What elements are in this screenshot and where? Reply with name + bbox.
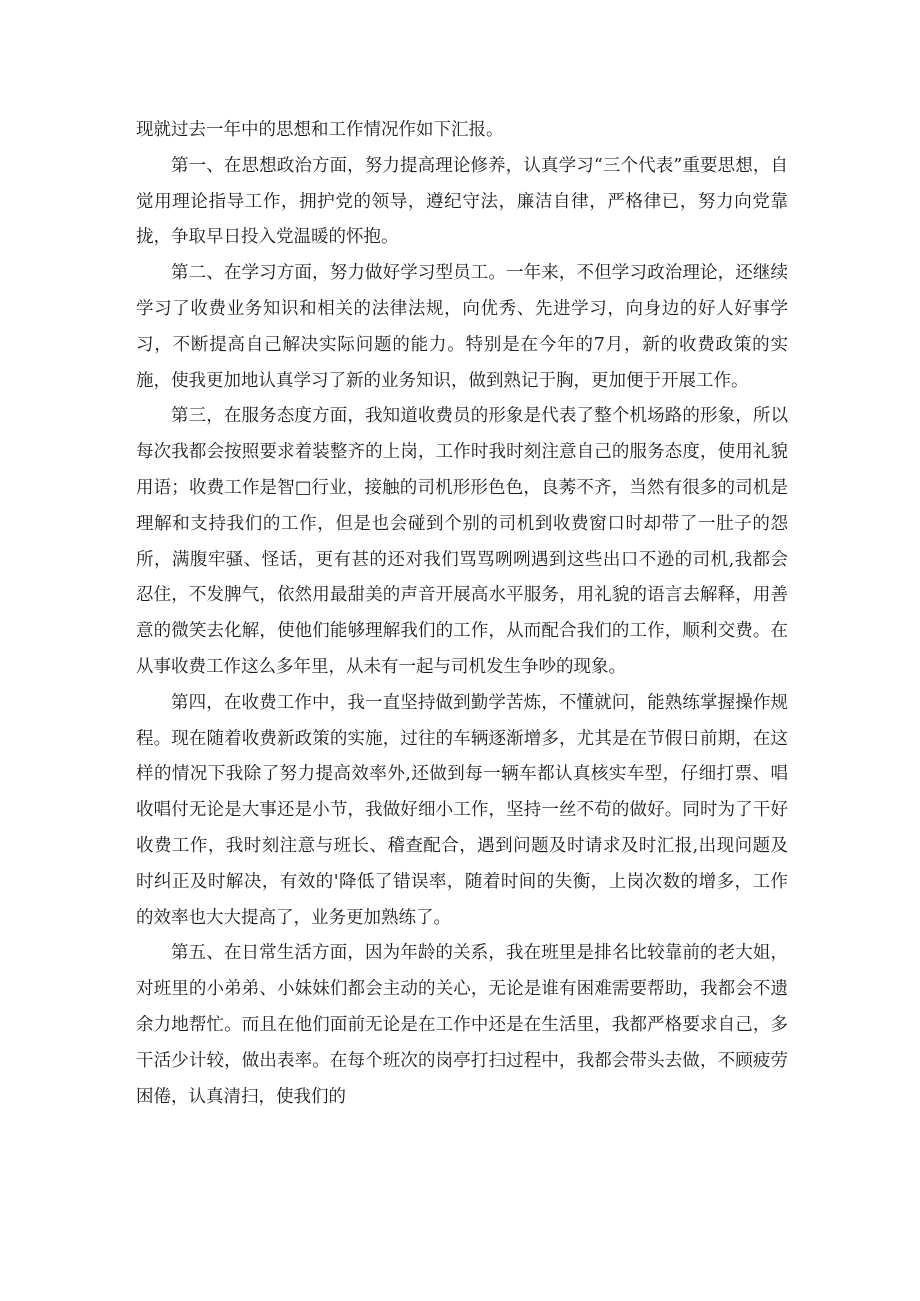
paragraph-third-service: 第三，在服务态度方面，我知道收费员的形象是代表了整个机场路的形象，所以每次我都会按照要求着装整齐的上岗，工作时我时刻注意自己的服务态度，使用礼貌用语；收费工作是智□行业，接触的司机形形色色，良莠不齐，当然有很多的司机是理解和支持我们的工作，但是也会碰到个别的司机到收费窗口时却带了一肚子的怨所，满腹牢骚、怪话，更有甚的还对我们骂骂咧咧遇到这些出口不逊的司机,我都会忍住，不发脾气，依然用最甜美的声音开展高水平服务，用礼貌的语言去解释，用善意的微笑去化解，使他们能够理解我们的工作，从而配合我们的工作，顺利交费。在从事收费工作这么多年里，从未有一起与司机发生争吵的现象。 — [136, 406, 788, 677]
document-body — [136, 113, 788, 1115]
paragraph-second-study: 第二、在学习方面，努力做好学习型员工。一年来，不但学习政治理论，还继续学习了收费业务知识和相关的法律法规，向优秀、先进学习，向身边的好人好事学习，不断提高自己解决实际问题的能力。特别是在今年的7月，新的收费政策的实施，使我更加地认真学习了新的业务知识，做到熟记于胸，更加便于开展工作。 — [136, 263, 788, 391]
paragraph-fifth-daily-life: 第五、在日常生活方面，因为年龄的关系，我在班里是排名比较靠前的老大姐，对班里的小弟弟、小妹妹们都会主动的关心，无论是谁有困难需要帮助，我都会不遗余力地帮忙。而且在他们面前无论是在工作中还是在生活里，我都严格要求自己，多干活少计较，做出表率。在每个班次的岗亭打扫过程中，我都会带头去做，不顾疲劳困倦，认真清扫，使我们的 — [136, 943, 788, 1107]
paragraph-intro: 现就过去一年中的思想和工作情况作如下汇报。 — [136, 120, 504, 140]
paragraph-fourth-toll-work: 第四，在收费工作中，我一直坚持做到勤学苦炼，不懂就问，能熟练掌握操作规程。现在随着收费新政策的实施，过往的车辆逐渐增多，尤其是在节假日前期，在这样的情况下我除了努力提高效率外,还做到每一辆车都认真核实车型，仔细打票、唱收唱付无论是大事还是小节，我做好细小工作，坚持一丝不苟的做好。同时为了干好收费工作，我时刻注意与班长、稽查配合，遇到问题及时请求及时汇报,出现问题及时纠正及时解决，有效的'降低了错误率，随着时间的失衡，上岗次数的增多，工作的效率也大大提高了，业务更加熟练了。 — [136, 692, 788, 928]
paragraph-first-political: 第一、在思想政治方面，努力提高理论修养，认真学习“三个代表”重要思想，自觉用理论指导工作，拥护党的领导，遵纪守法，廉洁自律，严格律已，努力向党靠拢，争取早日投入党温暖的怀抱。 — [136, 155, 788, 248]
